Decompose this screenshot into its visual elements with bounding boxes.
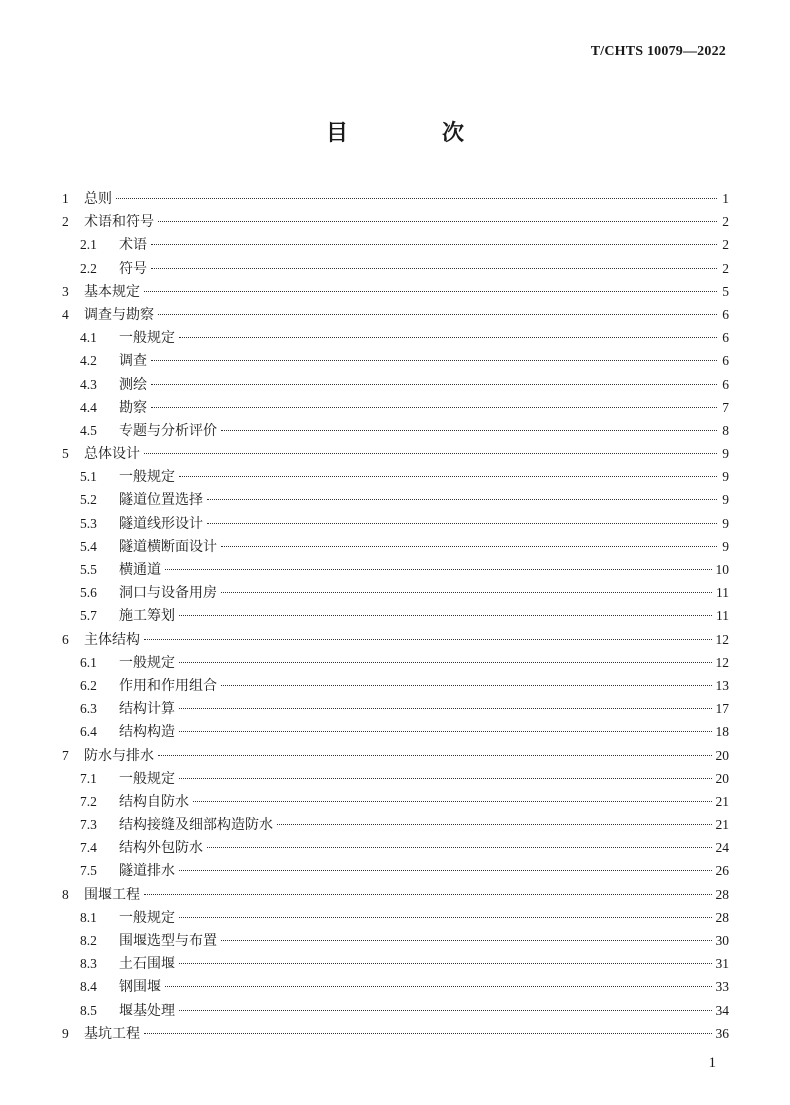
- toc-entry-label: 术语: [119, 237, 147, 254]
- toc-entry-page: 20: [715, 747, 729, 763]
- toc-entry-label: 基本规定: [84, 283, 140, 300]
- toc-dot-leader: [207, 523, 717, 524]
- toc-entry-label: 调查与勘察: [84, 306, 154, 323]
- toc-entry-label: 结构构造: [119, 724, 175, 741]
- toc-entry-number: 5.4: [80, 538, 97, 554]
- toc-entry-number: 4.5: [80, 422, 97, 438]
- toc-entry-page: 2: [722, 260, 729, 276]
- toc-entry[interactable]: [62, 837, 729, 860]
- toc-dot-leader: [179, 662, 712, 663]
- page-number: 1: [708, 1055, 716, 1071]
- toc-dot-leader: [277, 824, 712, 825]
- toc-entry-label: 土石围堰: [119, 956, 175, 973]
- toc-dot-leader: [193, 801, 712, 802]
- toc-entry-page: 34: [715, 1002, 729, 1018]
- toc-entry[interactable]: [62, 814, 729, 837]
- toc-entry[interactable]: [62, 884, 729, 907]
- toc-entry[interactable]: [62, 745, 729, 768]
- toc-entry-label: 洞口与设备用房: [119, 585, 217, 602]
- toc-entry-page: 17: [715, 701, 729, 717]
- toc-entry[interactable]: [62, 675, 729, 698]
- toc-dot-leader: [165, 569, 712, 570]
- toc-entry-page: 33: [715, 979, 729, 995]
- toc-entry-label: 符号: [119, 260, 147, 277]
- toc-entry[interactable]: [62, 768, 729, 791]
- toc-entry-number: 7.1: [80, 770, 97, 786]
- toc-dot-leader: [179, 917, 712, 918]
- toc-dot-leader: [144, 453, 717, 454]
- toc-entry-label: 术语和符号: [84, 214, 154, 231]
- toc-entry-label: 调查: [119, 353, 147, 370]
- toc-entry[interactable]: [62, 258, 729, 281]
- toc-dot-leader: [151, 407, 717, 408]
- toc-entry[interactable]: [62, 420, 729, 443]
- toc-entry-page: 6: [722, 306, 729, 322]
- toc-entry-number: 4.3: [80, 376, 97, 392]
- toc-dot-leader: [158, 314, 717, 315]
- toc-entry-page: 28: [715, 886, 729, 902]
- toc-entry-number: 5.7: [80, 608, 97, 624]
- toc-dot-leader: [158, 755, 712, 756]
- toc-entry-number: 7.3: [80, 817, 97, 833]
- toc-entry-label: 基坑工程: [84, 1025, 140, 1042]
- table-of-contents: [62, 188, 729, 1046]
- toc-entry[interactable]: [62, 652, 729, 675]
- toc-dot-leader: [179, 963, 712, 964]
- toc-entry[interactable]: [62, 698, 729, 721]
- toc-entry-label: 一般规定: [119, 469, 175, 486]
- toc-dot-leader: [179, 1010, 712, 1011]
- toc-entry-number: 8.5: [80, 1002, 97, 1018]
- toc-entry[interactable]: [62, 281, 729, 304]
- toc-entry-number: 5: [62, 446, 69, 462]
- toc-entry-label: 结构外包防水: [119, 840, 203, 857]
- toc-entry[interactable]: [62, 791, 729, 814]
- toc-entry-label: 一般规定: [119, 770, 175, 787]
- toc-entry[interactable]: [62, 466, 729, 489]
- toc-entry-number: 2.1: [80, 237, 97, 253]
- toc-entry-page: 9: [722, 538, 729, 554]
- toc-dot-leader: [116, 198, 717, 199]
- toc-entry-number: 5.5: [80, 562, 97, 577]
- toc-entry-number: 5.6: [80, 585, 97, 601]
- toc-entry-page: 2: [722, 214, 729, 230]
- toc-entry-label: 钢围堰: [119, 979, 161, 996]
- toc-entry[interactable]: [62, 721, 729, 744]
- toc-dot-leader: [165, 986, 712, 987]
- toc-entry-number: 7.2: [80, 793, 97, 809]
- toc-entry-page: 36: [715, 1025, 729, 1041]
- toc-dot-leader: [179, 337, 717, 338]
- toc-entry-number: 8.3: [80, 956, 97, 972]
- toc-entry-number: 4.2: [80, 353, 97, 369]
- toc-entry-number: 8.1: [80, 909, 97, 925]
- toc-entry-label: 一般规定: [119, 330, 175, 347]
- toc-entry-label: 一般规定: [119, 654, 175, 671]
- toc-entry-label: 隧道横断面设计: [119, 538, 217, 555]
- toc-dot-leader: [144, 291, 717, 292]
- toc-entry-page: 26: [715, 863, 729, 879]
- toc-entry-label: 围堰工程: [84, 886, 140, 903]
- toc-dot-leader: [221, 592, 712, 593]
- toc-entry-label: 一般规定: [119, 909, 175, 926]
- toc-entry-page: 8: [722, 422, 729, 438]
- toc-entry-page: 12: [715, 654, 729, 670]
- toc-entry-number: 4: [62, 306, 69, 322]
- toc-entry-page: 21: [715, 817, 729, 833]
- toc-entry-page: 9: [722, 515, 729, 531]
- toc-entry-label: 总则: [84, 191, 112, 207]
- toc-entry-page: 7: [722, 399, 729, 415]
- toc-entry[interactable]: [62, 489, 729, 512]
- toc-entry-page: 11: [716, 585, 729, 601]
- toc-dot-leader: [179, 731, 712, 732]
- toc-entry[interactable]: [62, 582, 729, 605]
- toc-entry[interactable]: [62, 327, 729, 350]
- toc-entry-number: 1: [62, 191, 69, 206]
- toc-entry-label: 结构计算: [119, 701, 175, 718]
- toc-dot-leader: [144, 894, 712, 895]
- toc-dot-leader: [158, 221, 717, 222]
- toc-entry-label: 测绘: [119, 376, 147, 393]
- toc-dot-leader: [179, 870, 712, 871]
- toc-entry-label: 隧道排水: [119, 863, 175, 880]
- toc-entry-number: 5.3: [80, 515, 97, 531]
- toc-entry-label: 防水与排水: [84, 747, 154, 764]
- toc-entry-label: 总体设计: [84, 446, 140, 463]
- toc-entry-page: 2: [722, 237, 729, 253]
- toc-dot-leader: [144, 1033, 712, 1034]
- toc-dot-leader: [207, 499, 717, 500]
- toc-entry-page: 30: [715, 933, 729, 948]
- toc-entry-label: 隧道位置选择: [119, 492, 203, 509]
- toc-entry-number: 8.4: [80, 979, 97, 995]
- toc-entry[interactable]: [62, 930, 729, 953]
- toc-entry[interactable]: [62, 188, 729, 211]
- toc-entry-label: 作用和作用组合: [119, 677, 217, 694]
- toc-entry[interactable]: [62, 605, 729, 628]
- toc-entry-page: 9: [722, 492, 729, 508]
- toc-entry[interactable]: [62, 397, 729, 420]
- toc-entry-page: 28: [715, 909, 729, 925]
- toc-entry-page: 9: [722, 446, 729, 462]
- toc-entry-label: 主体结构: [84, 631, 140, 648]
- toc-entry-number: 5.1: [80, 469, 97, 485]
- toc-entry[interactable]: [62, 629, 729, 652]
- toc-entry[interactable]: [62, 559, 729, 582]
- toc-entry-label: 专题与分析评价: [119, 422, 217, 439]
- toc-entry-label: 结构接缝及细部构造防水: [119, 817, 273, 834]
- toc-entry[interactable]: [62, 953, 729, 976]
- toc-dot-leader: [221, 430, 717, 431]
- toc-entry-number: 8: [62, 886, 69, 902]
- toc-entry-label: 横通道: [119, 562, 161, 578]
- toc-entry-number: 7.4: [80, 840, 97, 856]
- toc-entry-page: 20: [715, 770, 729, 786]
- document-code: T/CHTS 10079—2022: [590, 44, 726, 59]
- toc-entry[interactable]: [62, 443, 729, 466]
- toc-entry-page: 13: [715, 677, 729, 693]
- toc-entry-page: 5: [722, 283, 729, 299]
- toc-entry-number: 8.2: [80, 933, 97, 948]
- toc-entry-page: 6: [722, 330, 729, 346]
- toc-entry[interactable]: [62, 1023, 729, 1046]
- toc-entry-page: 24: [715, 840, 729, 856]
- toc-dot-leader: [221, 940, 712, 941]
- toc-entry-label: 结构自防水: [119, 793, 189, 810]
- toc-entry-page: 6: [722, 353, 729, 369]
- toc-entry-number: 5.2: [80, 492, 97, 508]
- toc-entry[interactable]: [62, 1000, 729, 1023]
- toc-dot-leader: [221, 685, 712, 686]
- toc-entry-page: 6: [722, 376, 729, 392]
- toc-dot-leader: [151, 268, 717, 269]
- toc-entry-number: 6.1: [80, 654, 97, 670]
- toc-dot-leader: [179, 476, 717, 477]
- toc-entry-page: 10: [715, 562, 729, 577]
- toc-entry-page: 31: [715, 956, 729, 972]
- toc-entry-number: 6.2: [80, 677, 97, 693]
- toc-entry-number: 7: [62, 747, 69, 763]
- toc-entry-number: 6.4: [80, 724, 97, 740]
- toc-entry-page: 1: [722, 191, 729, 206]
- toc-entry[interactable]: [62, 907, 729, 930]
- toc-entry[interactable]: [62, 211, 729, 234]
- toc-entry-number: 3: [62, 283, 69, 299]
- toc-dot-leader: [151, 384, 717, 385]
- toc-entry[interactable]: [62, 860, 729, 883]
- toc-dot-leader: [151, 244, 717, 245]
- toc-dot-leader: [179, 615, 712, 616]
- toc-entry-label: 勘察: [119, 399, 147, 416]
- toc-entry[interactable]: [62, 234, 729, 257]
- toc-entry-label: 隧道线形设计: [119, 515, 203, 532]
- toc-entry[interactable]: [62, 374, 729, 397]
- toc-entry[interactable]: [62, 536, 729, 559]
- toc-dot-leader: [179, 708, 712, 709]
- toc-entry-page: 11: [716, 608, 729, 624]
- toc-entry-number: 4.1: [80, 330, 97, 346]
- toc-entry-number: 6.3: [80, 701, 97, 717]
- toc-entry[interactable]: [62, 976, 729, 999]
- toc-entry-number: 4.4: [80, 399, 97, 415]
- toc-entry[interactable]: [62, 350, 729, 373]
- toc-entry-label: 堰基处理: [119, 1002, 175, 1019]
- toc-entry-page: 21: [715, 793, 729, 809]
- toc-dot-leader: [179, 778, 712, 779]
- toc-dot-leader: [144, 639, 712, 640]
- toc-entry-page: 9: [722, 469, 729, 485]
- toc-entry-label: 围堰选型与布置: [119, 933, 217, 949]
- page-title: 目 次: [325, 120, 500, 146]
- toc-dot-leader: [221, 546, 717, 547]
- toc-entry[interactable]: [62, 513, 729, 536]
- toc-entry-number: 9: [62, 1025, 69, 1041]
- toc-entry-number: 2: [62, 214, 69, 230]
- toc-dot-leader: [207, 847, 712, 848]
- toc-entry-number: 7.5: [80, 863, 97, 879]
- toc-entry-page: 12: [715, 631, 729, 647]
- toc-entry-number: 2.2: [80, 260, 97, 276]
- toc-entry-label: 施工筹划: [119, 608, 175, 625]
- toc-entry[interactable]: [62, 304, 729, 327]
- toc-dot-leader: [151, 360, 717, 361]
- toc-entry-number: 6: [62, 631, 69, 647]
- toc-entry-page: 18: [715, 724, 729, 740]
